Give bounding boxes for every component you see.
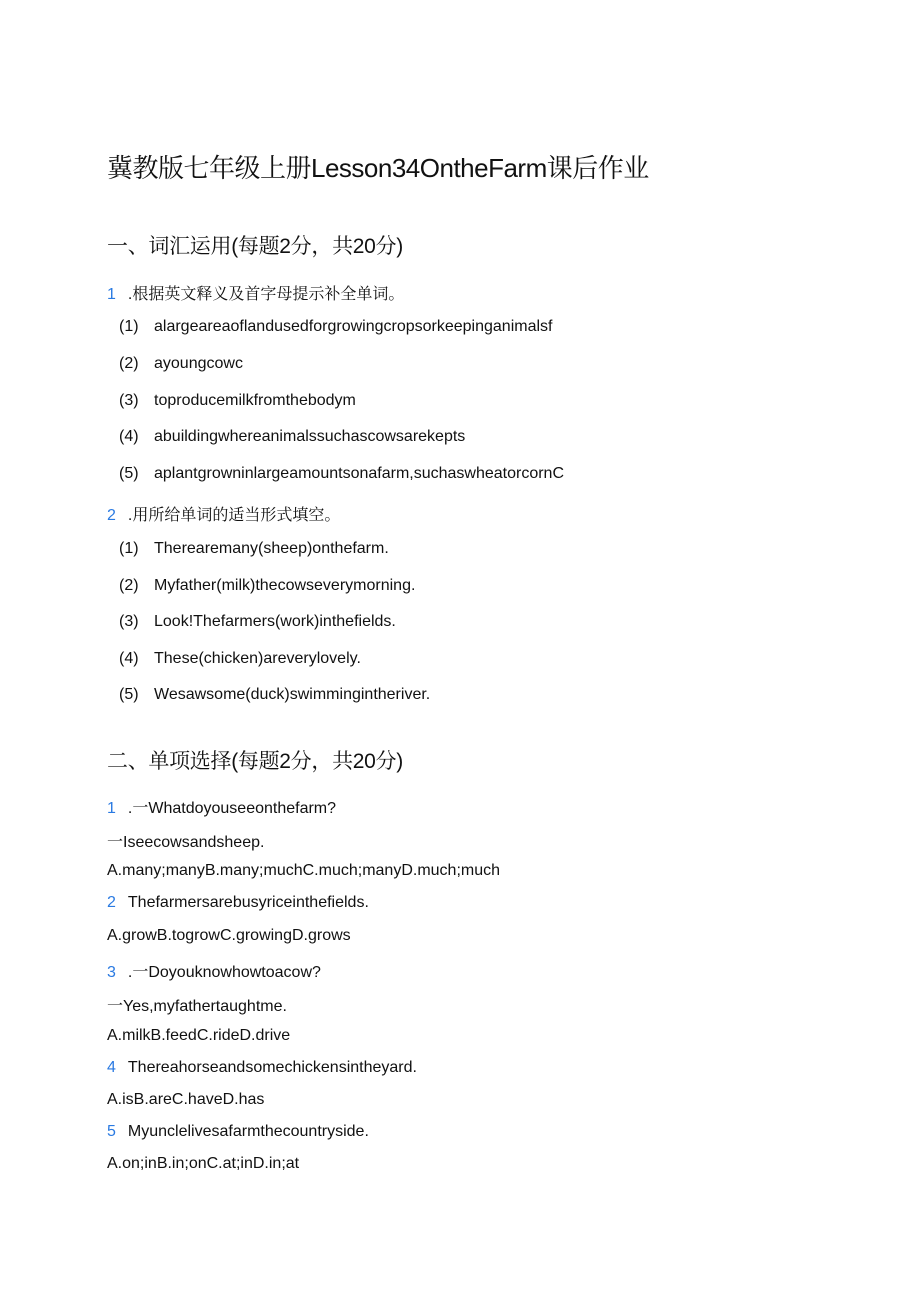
mc-question-5 (107, 1123, 369, 1141)
sub-item-text: abuildingwhereanimalssuchascowsarekepts (154, 428, 466, 445)
sub-item (119, 428, 465, 446)
mc-question-3 (107, 959, 321, 982)
sub-item-number: (2) (119, 577, 139, 594)
section1-heading: 一、词汇运用(每题2分，共20分) (107, 235, 403, 258)
answer-options: A.milkB.feedC.rideD.drive (107, 1027, 291, 1044)
question-number: 2 (107, 894, 116, 911)
sub-item-number: (1) (119, 540, 139, 557)
sub-item-number: (4) (119, 650, 139, 667)
sub-item-number: (4) (119, 428, 139, 445)
mc-question-1 (107, 795, 336, 818)
sub-item-text: Wesawsome(duck)swimmingintheriver. (154, 686, 431, 703)
question-number: 1 (107, 286, 116, 303)
question-text: Thefarmersarebusyriceinthefields. (127, 894, 369, 911)
sub-item-text: Myfather(milk)thecowseverymorning. (154, 577, 416, 594)
question-text: Thereahorseandsomechickensintheyard. (127, 1059, 417, 1076)
question-text: .用所给单词的适当形式填空。 (127, 507, 341, 524)
dialogue-line: 一Iseecowsandsheep. (107, 834, 265, 851)
sub-item-number: (5) (119, 686, 139, 703)
question-number: 5 (107, 1123, 116, 1140)
mc-question-2 (107, 894, 369, 912)
answer-options: A.isB.areC.haveD.has (107, 1091, 265, 1108)
mc-question-4 (107, 1059, 417, 1077)
question-number: 2 (107, 507, 116, 524)
answer-options: A.growB.togrowC.growingD.grows (107, 927, 351, 944)
answer-options: A.on;inB.in;onC.at;inD.in;at (107, 1155, 300, 1172)
sub-item-text: Therearemany(sheep)onthefarm. (154, 540, 389, 557)
question-number: 1 (107, 800, 116, 817)
question-1-line (107, 281, 404, 304)
sub-item (119, 392, 356, 410)
question-text: .一Doyouknowhowtoacow? (127, 964, 321, 981)
sub-item-text: Look!Thefarmers(work)inthefields. (154, 613, 396, 630)
sub-item-number: (2) (119, 355, 139, 372)
question-text: Myunclelivesafarmthecountryside. (127, 1123, 369, 1140)
sub-item (119, 355, 243, 373)
question-number: 4 (107, 1059, 116, 1076)
question-text: .根据英文释义及首字母提示补全单词。 (127, 286, 405, 303)
sub-item-number: (3) (119, 392, 139, 409)
sub-item-number: (3) (119, 613, 139, 630)
document-title: 冀教版七年级上册Lesson34OntheFarm课后作业 (107, 153, 649, 183)
sub-item (119, 577, 415, 595)
question-text: .一Whatdoyouseeonthefarm? (127, 800, 337, 817)
answer-options: A.many;manyB.many;muchC.much;manyD.much;much (107, 862, 501, 879)
sub-item (119, 465, 564, 483)
sub-item (119, 686, 430, 704)
sub-item-text: alargeareaoflandusedforgrowingcropsorkeepinganimalsf (154, 318, 553, 335)
sub-item (119, 540, 389, 558)
dialogue-line: 一Yes,myfathertaughtme. (107, 998, 287, 1015)
sub-item-number: (1) (119, 318, 139, 335)
question-2-line (107, 502, 340, 525)
sub-item-text: toproducemilkfromthebodym (154, 392, 356, 409)
sub-item-text: aplantgrowninlargeamountsonafarm,suchaswheatorcornC (154, 465, 565, 482)
sub-item (119, 613, 396, 631)
sub-item-text: ayoungcowc (154, 355, 243, 372)
sub-item-text: These(chicken)areverylovely. (154, 650, 361, 667)
sub-item-number: (5) (119, 465, 139, 482)
question-number: 3 (107, 964, 116, 981)
section2-heading: 二、单项选择(每题2分，共20分) (107, 750, 403, 773)
sub-item (119, 650, 361, 668)
sub-item (119, 318, 552, 336)
